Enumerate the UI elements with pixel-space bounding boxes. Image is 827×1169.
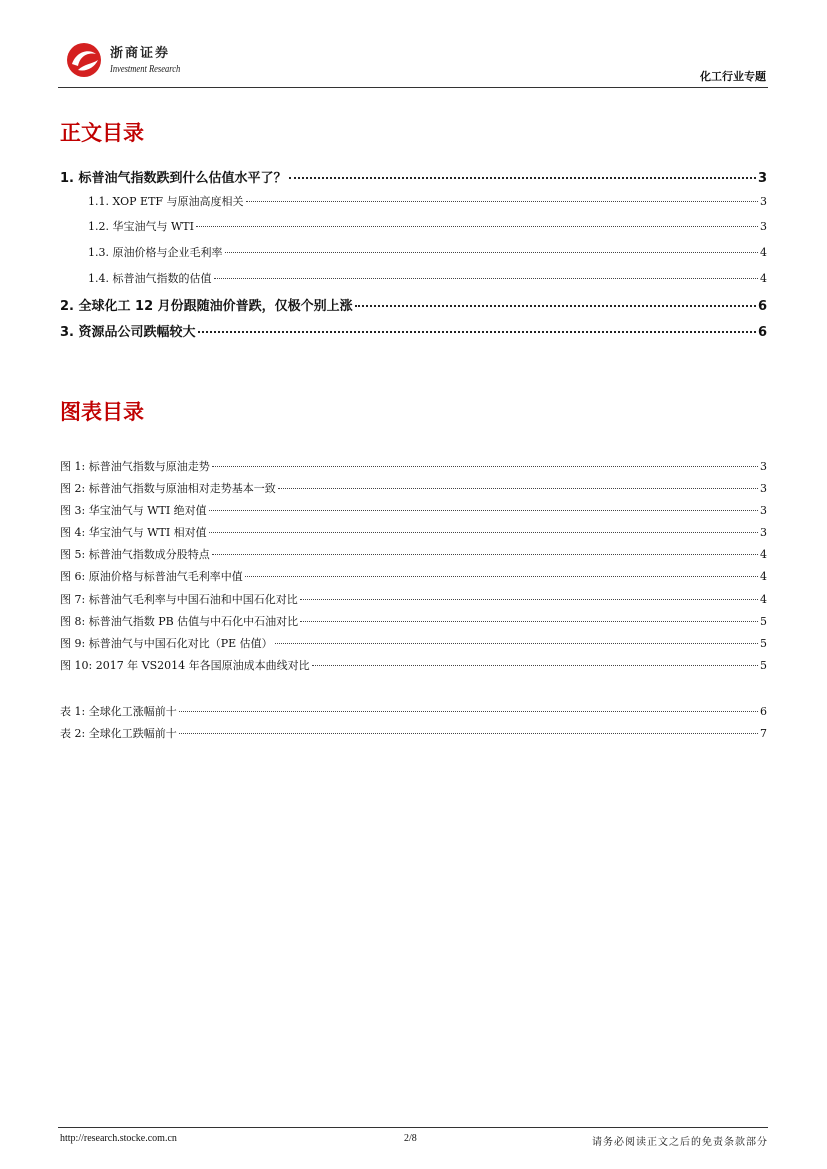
toc-entry-label: 1.4. 标普油气指数的估值 <box>88 272 212 285</box>
figure-entry[interactable] <box>60 568 767 584</box>
page-header <box>58 38 768 88</box>
figure-entry-label: 图 8: 标普油气指数 PB 估值与中石化中石油对比 <box>60 615 299 628</box>
dot-leader <box>212 554 758 555</box>
brand-name-cn: 浙商证券 <box>110 46 171 61</box>
figure-entry[interactable] <box>60 613 767 629</box>
figure-entry-label: 图 1: 标普油气指数与原油走势 <box>60 460 210 473</box>
dot-leader <box>212 466 758 467</box>
toc-entry[interactable] <box>88 218 767 234</box>
toc-entry-page: 3 <box>757 171 767 186</box>
figure-entry-page: 3 <box>760 460 767 473</box>
figures-title: 图表目录 <box>60 400 144 424</box>
figure-entry-label: 图 9: 标普油气与中国石化对比（PE 估值） <box>60 637 273 650</box>
dot-leader <box>289 177 756 179</box>
toc-entry-page: 6 <box>757 299 767 314</box>
dot-leader <box>225 252 759 253</box>
figure-entry-page: 5 <box>760 659 767 672</box>
figure-entry[interactable] <box>60 546 767 562</box>
toc-title: 正文目录 <box>60 121 144 145</box>
table-entry-page: 6 <box>760 705 767 718</box>
dot-leader <box>312 665 758 666</box>
figure-entry[interactable] <box>60 635 767 651</box>
dot-leader <box>198 331 756 333</box>
figure-entry[interactable] <box>60 480 767 496</box>
figure-entry-page: 3 <box>760 526 767 539</box>
figure-entry-page: 4 <box>760 548 767 561</box>
toc-entry[interactable] <box>60 167 767 186</box>
toc-entry-label: 1.2. 华宝油气与 WTI <box>88 220 194 233</box>
figure-entry-label: 图 5: 标普油气指数成分股特点 <box>60 548 210 561</box>
toc-entry-page: 6 <box>757 325 767 340</box>
dot-leader <box>300 621 758 622</box>
figure-entry[interactable] <box>60 524 767 540</box>
toc-entry[interactable] <box>60 295 767 314</box>
figure-entry-label: 图 3: 华宝油气与 WTI 绝对值 <box>60 504 207 517</box>
dot-leader <box>179 733 758 734</box>
table-entry-page: 7 <box>760 727 767 740</box>
figure-entry-page: 3 <box>760 504 767 517</box>
dot-leader <box>196 226 758 227</box>
dot-leader <box>275 643 758 644</box>
toc-entry-page: 3 <box>760 195 767 208</box>
dot-leader <box>246 201 758 202</box>
toc-entry[interactable] <box>88 193 767 209</box>
figure-entry-label: 图 6: 原油价格与标普油气毛利率中值 <box>60 570 243 583</box>
footer-disclaimer: 请务必阅读正文之后的免责条款部分 <box>592 1137 768 1148</box>
figure-entry-page: 5 <box>760 615 767 628</box>
figure-entry-page: 3 <box>760 482 767 495</box>
figure-entry[interactable] <box>60 502 767 518</box>
toc-entry-label: 1.1. XOP ETF 与原油高度相关 <box>88 195 244 208</box>
figure-entry-page: 5 <box>760 637 767 650</box>
figure-entry[interactable] <box>60 591 767 607</box>
toc-entry-label: 1.3. 原油价格与企业毛利率 <box>88 246 223 259</box>
figure-entry[interactable] <box>60 458 767 474</box>
figure-entry-label: 图 4: 华宝油气与 WTI 相对值 <box>60 526 207 539</box>
toc-entry-page: 4 <box>760 246 767 259</box>
table-entry[interactable] <box>60 725 767 741</box>
footer-divider <box>58 1127 768 1128</box>
dot-leader <box>214 278 759 279</box>
figure-entry-label: 图 2: 标普油气指数与原油相对走势基本一致 <box>60 482 276 495</box>
brand-name-en: Investment Research <box>110 64 181 75</box>
dot-leader <box>245 576 758 577</box>
figure-entry-label: 图 10: 2017 年 VS2014 年各国原油成本曲线对比 <box>60 659 310 672</box>
dot-leader <box>300 599 758 600</box>
page-number: 2/8 <box>404 1133 417 1144</box>
toc-entry-label: 1. 标普油气指数跌到什么估值水平了？ <box>60 171 287 186</box>
toc-entry-page: 3 <box>760 220 767 233</box>
dot-leader <box>209 510 758 511</box>
figure-entry[interactable] <box>60 657 767 673</box>
toc-entry[interactable] <box>88 270 767 286</box>
header-divider <box>58 87 768 88</box>
toc-entry-label: 2. 全球化工 12 月份跟随油价普跌，仅极个别上涨 <box>60 299 353 314</box>
table-entry[interactable] <box>60 703 767 719</box>
toc-entry[interactable] <box>88 244 767 260</box>
dot-leader <box>278 488 758 489</box>
footer-url-link[interactable]: http://research.stocke.com.cn <box>60 1133 177 1144</box>
dot-leader <box>209 532 758 533</box>
figure-entry-page: 4 <box>760 570 767 583</box>
dot-leader <box>355 305 756 307</box>
table-entry-label: 表 2: 全球化工跌幅前十 <box>60 727 177 740</box>
dot-leader <box>179 711 758 712</box>
figure-entry-label: 图 7: 标普油气毛利率与中国石油和中国石化对比 <box>60 593 298 606</box>
brand-logo-icon <box>66 42 102 78</box>
toc-entry[interactable] <box>60 321 767 340</box>
toc-entry-page: 4 <box>760 272 767 285</box>
report-category: 化工行业专题 <box>700 70 766 83</box>
table-entry-label: 表 1: 全球化工涨幅前十 <box>60 705 177 718</box>
toc-entry-label: 3. 资源品公司跌幅较大 <box>60 325 196 340</box>
figure-entry-page: 4 <box>760 593 767 606</box>
